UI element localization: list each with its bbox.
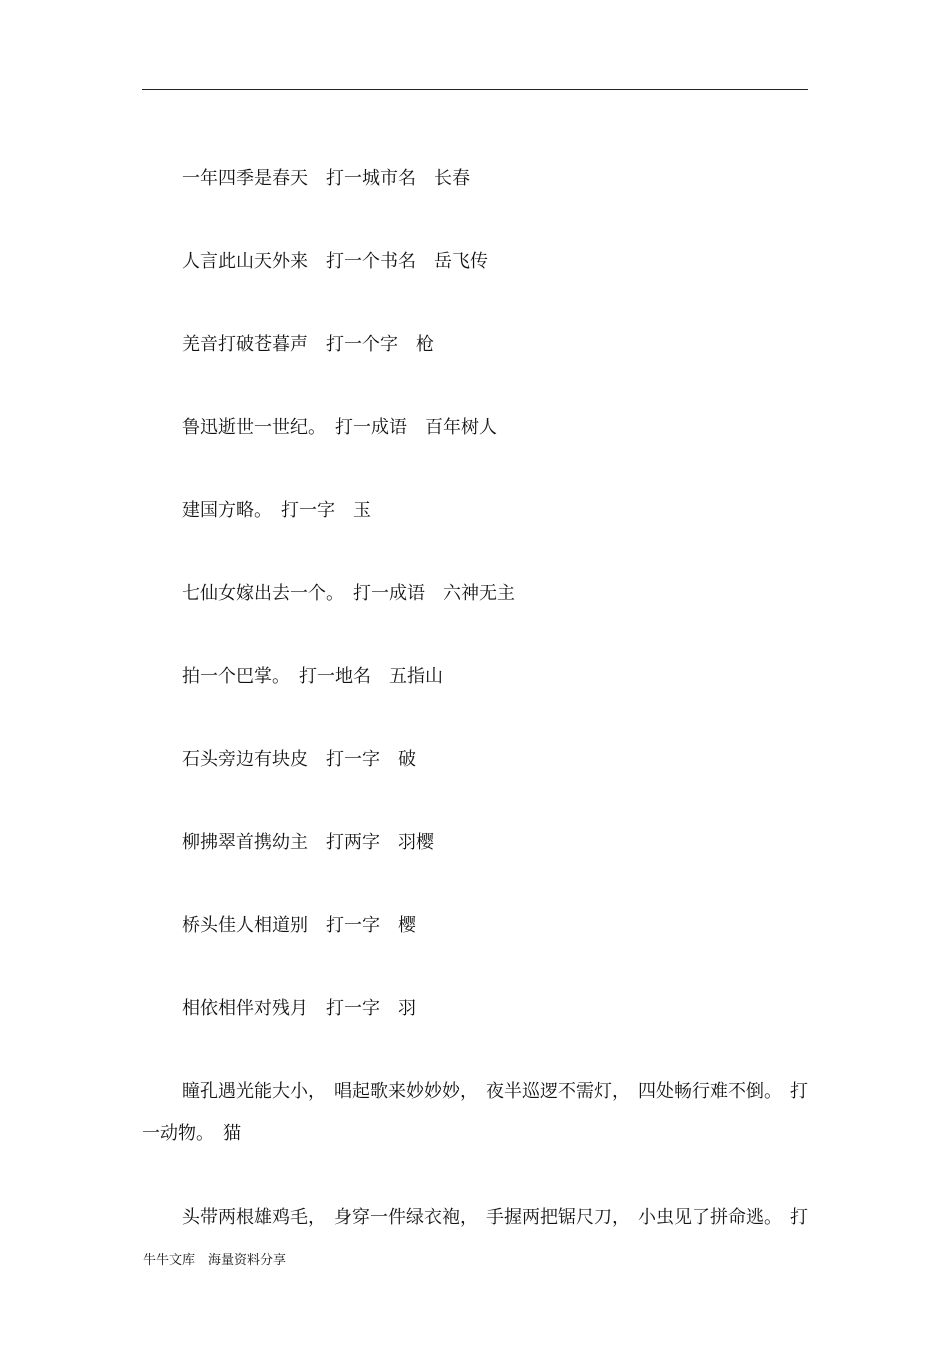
riddle-line: 柳拂翠首携幼主 打两字 羽樱 bbox=[182, 832, 434, 853]
riddle-line: 建国方略。 打一字 玉 bbox=[182, 500, 371, 521]
riddle-line: 一年四季是春天 打一城市名 长春 bbox=[182, 168, 470, 189]
riddle-line: 鲁迅逝世一世纪。 打一成语 百年树人 bbox=[182, 417, 497, 438]
riddle-line: 人言此山天外来 打一个书名 岳飞传 bbox=[182, 251, 488, 272]
header-rule bbox=[142, 89, 808, 90]
riddle-line: 石头旁边有块皮 打一字 破 bbox=[182, 749, 416, 770]
riddle-line: 桥头佳人相道别 打一字 樱 bbox=[182, 915, 416, 936]
riddle-paragraph-mantis bbox=[142, 1207, 808, 1229]
paragraph-first-row: 头带两根雄鸡毛， 身穿一件绿衣袍， 手握两把锯尺刀， 小虫见了拼命逃。 打 bbox=[182, 1207, 808, 1228]
riddle-line: 七仙女嫁出去一个。 打一成语 六神无主 bbox=[182, 583, 515, 604]
riddle-line: 相依相伴对残月 打一字 羽 bbox=[182, 998, 416, 1019]
page-footer: 牛牛文库 海量资料分享 bbox=[143, 1253, 287, 1268]
riddle-paragraph-cat bbox=[142, 1081, 808, 1145]
paragraph-first-row: 瞳孔遇光能大小， 唱起歌来妙妙妙， 夜半巡逻不需灯， 四处畅行难不倒。 打 bbox=[182, 1081, 808, 1102]
riddle-line: 拍一个巴掌。 打一地名 五指山 bbox=[182, 666, 443, 687]
paragraph-second-row: 一动物。 猫 bbox=[142, 1123, 241, 1144]
riddle-line: 羌音打破苍暮声 打一个字 枪 bbox=[182, 334, 434, 355]
